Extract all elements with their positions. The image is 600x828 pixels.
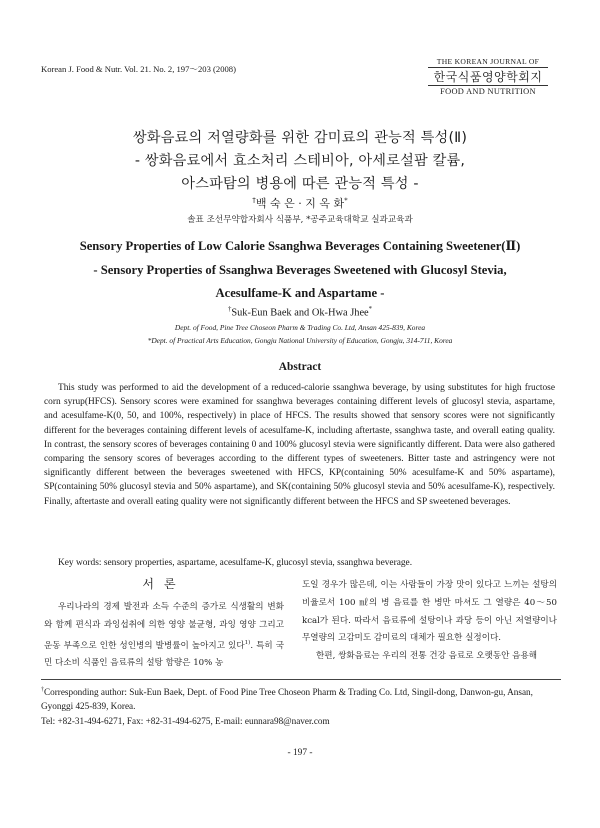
journal-name-korean: 한국식품영양학회지 [428, 67, 548, 86]
intro-left-column [44, 599, 284, 673]
asterisk-mark: * [368, 306, 373, 313]
english-title-line-3: Acesulfame-K and Aspartame - [215, 286, 385, 300]
journal-reference: Korean J. Food & Nutr. Vol. 21. No. 2, 197～203 (2008) [41, 64, 236, 74]
journal-name-box [428, 57, 548, 96]
english-author-names: Suk-Eun Baek and Ok-Hwa Jhee [231, 307, 369, 319]
intro-heading: 서론 [142, 577, 186, 591]
korean-title-line-3: 아스파탐의 병용에 따른 관능적 특성 - [181, 176, 419, 192]
english-authors [0, 306, 600, 318]
page-number: - 197 - [287, 748, 313, 758]
dagger-mark: † [252, 195, 256, 205]
keywords: Key words: sensory properties, aspartame, acesulfame-K, glucosyl stevia, ssanghwa beverage. [58, 558, 413, 568]
footnote-corresponding: Corresponding author: Suk-Eun Baek, Dept. of Food Pine Tree Choseon Pharm & Trading Co. Ltd, Singil-dong, Danwon-gu, Ansan, Gyonggi 425-839, Korea. [41, 687, 533, 712]
journal-name-line1: THE KOREAN JOURNAL OF [436, 57, 540, 66]
english-title-line-1: Sensory Properties of Low Calorie Ssanghwa Beverages Containing Sweetener(Ⅱ) [79, 239, 521, 253]
asterisk-mark: * [344, 195, 348, 205]
english-affiliation-1: Dept. of Food, Pine Tree Choseon Pharm & Trading Co. Ltd, Ansan 425-839, Korea [174, 323, 426, 332]
footnote-line-2: Tel: +82-31-494-6271, Fax: +82-31-494-6275, E-mail: eunnara98@naver.com [41, 715, 330, 726]
intro-left-text: 우리나라의 경제 발전과 소득 수준의 증가로 식생활의 변화와 함께 편식과 과잉섭취에 의한 영양 불균형, 과잉 영양 그리고 운동 부족으로 인한 성인병의 발병률이 높아지고 있다 [44, 602, 284, 651]
korean-affiliation: 솔표 조선무약합자회사 식품부, *공주교육대학교 실과교육과 [187, 215, 413, 225]
journal-name-line3: FOOD AND NUTRITION [440, 87, 536, 96]
korean-authors [0, 195, 600, 211]
intro-right-column [302, 577, 557, 666]
footnote-divider [41, 679, 561, 680]
abstract-heading: Abstract [278, 361, 322, 373]
korean-author-names: 백 숙 은 · 지 옥 화 [255, 197, 345, 210]
dagger-mark: † [41, 687, 44, 693]
intro-left-text-end: . 특히 국민 다소비 식품인 음료류의 설탕 함량은 10% 농 [44, 640, 284, 669]
dagger-mark: † [227, 306, 232, 313]
intro-right-paragraph-2: 한편, 쌍화음료는 우리의 전통 건강 음료로 오랫동안 음용해 [316, 651, 538, 662]
korean-title-line-1: 쌍화음료의 저열량화를 위한 감미료의 관능적 특성(Ⅱ) [132, 130, 468, 146]
english-title-line-2: - Sensory Properties of Ssanghwa Beverages Sweetened with Glucosyl Stevia, [93, 263, 507, 277]
footnote [41, 683, 561, 728]
english-affiliation-2: *Dept. of Practical Arts Education, Gongju National University of Education, Gongju, 314-711, Korea [147, 336, 453, 345]
korean-title-line-2: - 쌍화음료에서 효소처리 스테비아, 아세로설팜 칼륨, [134, 153, 466, 169]
intro-right-paragraph-1: 도일 경우가 많은데, 이는 사람들이 가장 맛이 있다고 느끼는 설탕의 비율로서 100 ㎖의 병 음료를 한 병만 마셔도 그 열량은 40～50 kcal가 된다. 따라서 음료류에 설탕이나 과당 등이 아닌 저열량이나 무열량의 고감미도 감미료의 대체가 필요한 실정이다. [302, 580, 557, 644]
footnote-line-1 [41, 683, 561, 714]
abstract-body: This study was performed to aid the development of a reduced-calorie ssanghwa beverage, by using substitutes for high fructose corn syrup(HFCS). Sensory scores were examined for ssanghwa beverages containing different levels of glucosyl stevia, aspartame, and acesulfame-K(0, 50, and 100%, respectively) in place of HFCS. The results showed that sensory scores were not significantly different for the beverages containing different levels of acesulfame-K, including aftertaste, ssanghwa taste, and overall eating quality. In contrast, the sensory scores of beverages containing 0 and 100% glucosyl stevia were significantly different. Data were also gathered comparing the sensory scores of beverages according to the different types of sweeteners. Bitter taste and astringency were not significantly different between the beverages sweetened with HFCS, KP(containing 50% acesulfame-K and 50% aspartame), SP(containing 50% glucosyl stevia and 50% aspartame), and SK(containing 50% glucosyl stevia and 50% acesulfame-K), respectively. Finally, aftertaste and overall eating quality were not significantly different between the HFCS and SP sweetened beverages. [44, 383, 555, 507]
citation-ref: 1) [244, 639, 251, 646]
